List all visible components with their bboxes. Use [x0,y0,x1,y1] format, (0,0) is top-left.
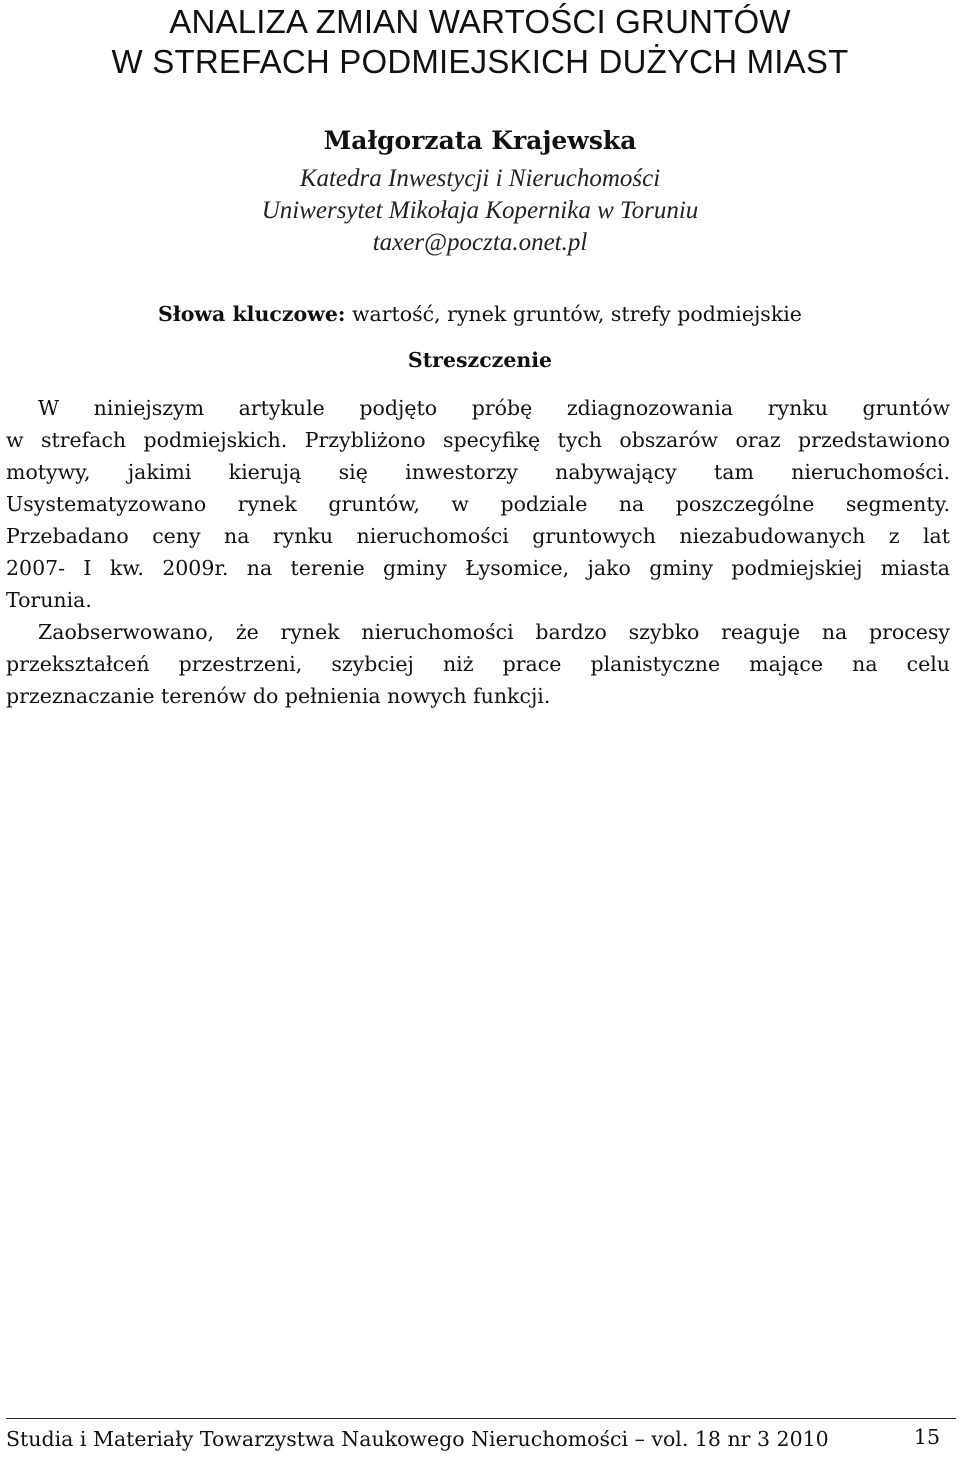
affiliation-department: Katedra Inwestycji i Nieruchomości [299,165,661,192]
footer-journal: Studia i Materiały Towarzystwa Naukowego Nieruchomości – vol. 18 nr 3 2010 [6,1427,829,1451]
keywords [0,298,960,330]
page-number: 15 [913,1425,940,1449]
keywords-list: wartość, rynek gruntów, strefy podmiejskie [351,302,802,326]
title-line-1: ANALIZA ZMIAN WARTOŚCI GRUNTÓW [169,3,791,40]
abstract-paragraph-1 [6,392,950,616]
author-name: Małgorzata Krajewska [323,126,637,155]
abstract-heading: Streszczenie [407,348,553,372]
abstract-line: przekształceń przestrzeni, szybciej niż prace planistyczne mające na celu [6,652,950,676]
abstract-line: Przebadano ceny na rynku nieruchomości gruntowych niezabudowanych z lat [6,524,950,548]
abstract-line: motywy, jakimi kierują się inwestorzy nabywający tam nieruchomości. [6,460,950,484]
abstract-line: Usystematyzowano rynek gruntów, w podziale na poszczególne segmenty. [6,492,950,516]
affiliation-university: Uniwersytet Mikołaja Kopernika w Toruniu [261,197,699,224]
abstract-line: 2007- I kw. 2009r. na terenie gminy Łysomice, jako gminy podmiejskiej miasta [6,556,950,580]
abstract-paragraph-2 [6,616,950,712]
author-email: taxer@poczta.onet.pl [372,229,588,256]
abstract-line: Torunia. [6,588,92,612]
title-line-2: W STREFACH PODMIEJSKICH DUŻYCH MIAST [111,43,849,80]
keywords-label: Słowa kluczowe: [158,302,346,326]
abstract-line: W niniejszym artykule podjęto próbę zdiagnozowania rynku gruntów [38,396,950,420]
abstract-line: w strefach podmiejskich. Przybliżono specyfikę tych obszarów oraz przedstawiono [6,428,950,452]
paper-title [0,2,960,82]
abstract-line: Zaobserwowano, że rynek nieruchomości bardzo szybko reaguje na procesy [38,620,950,644]
footer-divider [6,1418,956,1419]
abstract-line: przeznaczanie terenów do pełnienia nowych funkcji. [6,684,551,708]
